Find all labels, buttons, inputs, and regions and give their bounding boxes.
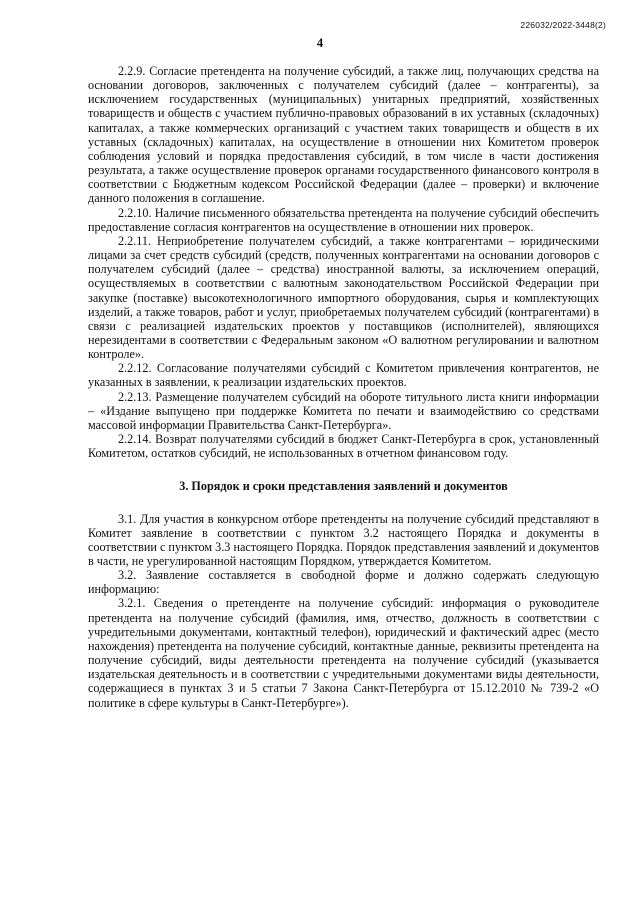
- paragraph-2-2-11: 2.2.11. Неприобретение получателем субсидий, а также контрагентами – юридическими лицами за счет средств субсидий (средств, полученных контрагентами на основании договоров с получателем субсидий (далее – средства) иностранной валюты, за исключением операций, осуществляемых в соответствии с валютным законодательством Российской Федерации при закупке (поставке) высокотехнологичного импортного оборудования, сырья и комплектующих изделий, а также товаров, работ и услуг, приобретаемых получателем субсидий (контрагентами) в связи с реализацией издательских проектов у поставщиков (исполнителей), являющихся нерезидентами в соответствии с Федеральным законом «О валютном регулировании и валютном контроле».: [88, 233, 599, 362]
- paragraph-3-2-1: 3.2.1. Сведения о претенденте на получение субсидий: информация о руководителе претендента на получение субсидий (фамилия, имя, отчество, должность в соответствии с учредительными документами, контактный телефон), юридический и фактический адрес (место нахождения) претендента на получение субсидий, контактные данные, реквизиты претендента на получение субсидий, виды деятельности претендента на получение субсидий (указывается издательская деятельность и в соответствии с учредительными документами виды деятельности, содержащиеся в пунктах 3 и 5 статьи 7 Закона Санкт-Петербурга от 15.12.2010 № 739-2 «О политике в сфере культуры в Санкт-Петербурге»).: [88, 596, 599, 710]
- paragraph-2-2-9: 2.2.9. Согласие претендента на получение субсидий, а также лиц, получающих средства на основании договоров, заключенных с получателем субсидий (далее – контрагенты), за исключением государственных (муниципальных) унитарных предприятий, хозяйственных товариществ и обществ с участием публично-правовых образований в их уставных (складочных) капиталах, а также коммерческих организаций с участием таких товариществ и обществ в их уставных (складочных) капиталах, на осуществление в отношении них Комитетом проверок соблюдения условий и порядка предоставления субсидий, в том числе в части достижения результата, а также осуществление проверок органами государственного финансового контроля в соответствии с Бюджетным кодексом Российской Федерации (далее – проверки) и включение данного положения в соглашение.: [88, 64, 599, 206]
- paragraph-2-2-14: 2.2.14. Возврат получателями субсидий в бюджет Санкт-Петербурга в срок, установленный Комитетом, остатков субсидий, не использованных в отчетном финансовом году.: [88, 432, 599, 461]
- paragraph-3-2: 3.2. Заявление составляется в свободной форме и должно содержать следующую информацию:: [88, 568, 599, 597]
- paragraph-2-2-10: 2.2.10. Наличие письменного обязательства претендента на получение субсидий обеспечить предоставление согласия контрагентов на осуществление в отношении них проверок.: [88, 205, 599, 234]
- page-number: 4: [316, 36, 324, 50]
- document-id: 226032/2022-3448(2): [520, 20, 606, 30]
- paragraph-2-2-12: 2.2.12. Согласование получателями субсидий с Комитетом привлечения контрагентов, не указанных в заявлении, к реализации издательских проектов.: [88, 361, 599, 390]
- paragraph-2-2-13: 2.2.13. Размещение получателем субсидий на обороте титульного листа книги информации – «Издание выпущено при поддержке Комитета по печати и взаимодействию со средствами массовой информации Правительства Санкт-Петербурга».: [88, 389, 599, 432]
- section-heading: 3. Порядок и сроки представления заявлений и документов: [179, 479, 508, 494]
- document-body: [88, 64, 599, 710]
- paragraph-3-1: 3.1. Для участия в конкурсном отборе претенденты на получение субсидий представляют в Комитет заявление в соответствии с пунктом 3.2 настоящего Порядка и документы в соответствии с пунктом 3.3 настоящего Порядка. Порядок представления заявлений и документов в части, не урегулированной настоящим Порядком, утверждается Комитетом.: [88, 511, 599, 568]
